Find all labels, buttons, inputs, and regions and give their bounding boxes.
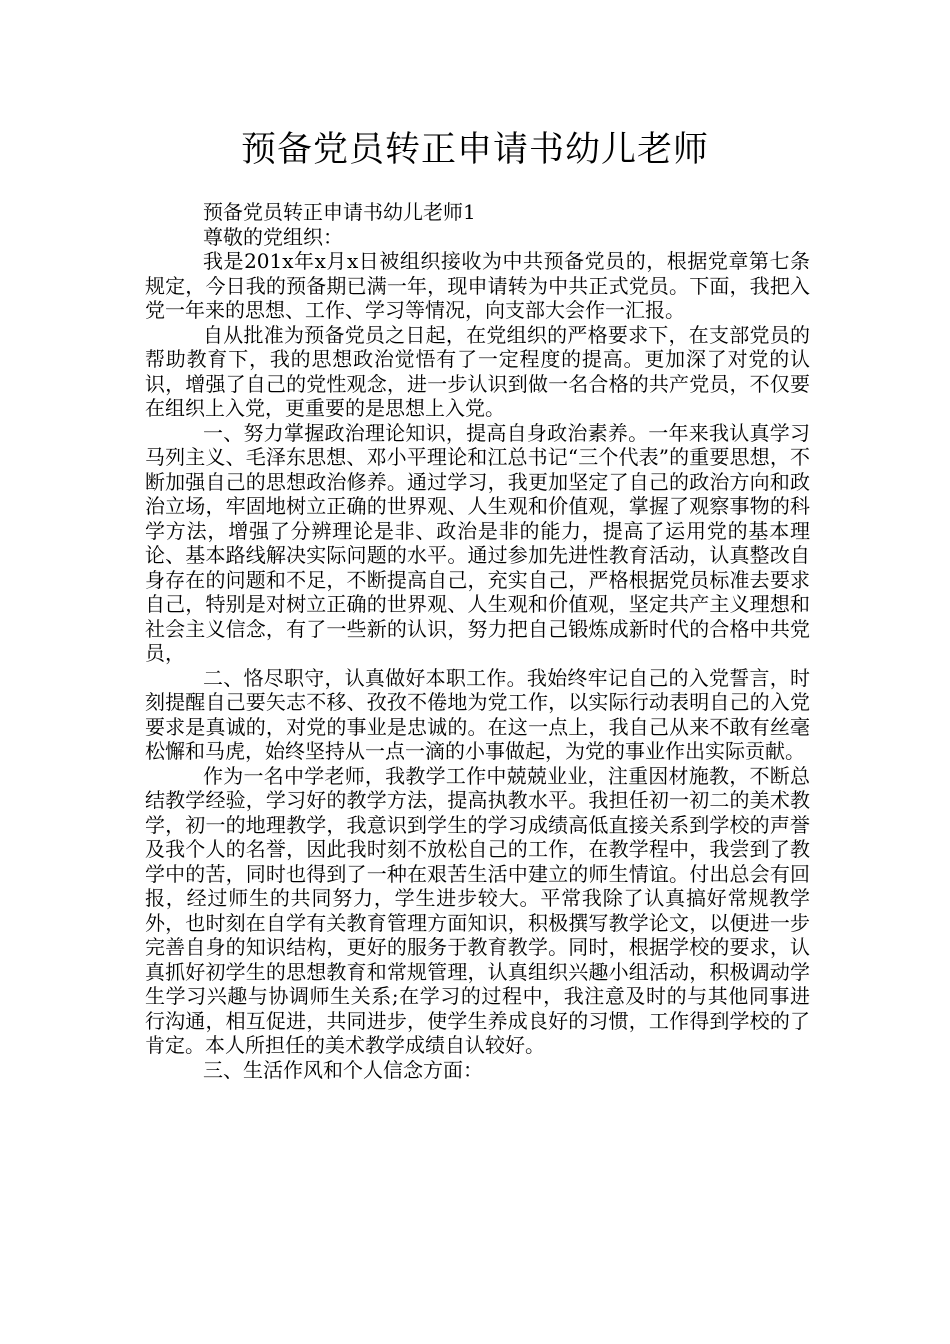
subtitle-paragraph: 预备党员转正申请书幼儿老师1	[203, 200, 476, 224]
section-heading-paragraph: 三、生活作风和个人信念方面：	[203, 1057, 483, 1082]
body-paragraph: 二、恪尽职守，认真做好本职工作。我始终牢记自己的入党誓言，时刻提醒自己要矢志不移、孜孜不倦地为党工作，以实际行动表明自己的入党要求是真诚的，对党的事业是忠诚的。在这一点上，我自己从来不敢有丝毫松懈和马虎，始终坚持从一点一滴的小事做起，为党的事业作出实际贡献。	[145, 665, 810, 763]
body-paragraph: 一、努力掌握政治理论知识，提高自身政治素养。一年来我认真学习马列主义、毛泽东思想、邓小平理论和江总书记“三个代表”的重要思想，不断加强自己的思想政治修养。通过学习，我更加坚定了自己的政治方向和政治立场，牢固地树立正确的世界观、人生观和价值观，掌握了观察事物的科学方法，增强了分辨理论是非、政治是非的能力，提高了运用党的基本理论、基本路线解决实际问题的水平。通过参加先进性教育活动，认真整改自身存在的问题和不足，不断提高自己，充实自己，严格根据党员标准去要求自己，特别是对树立正确的世界观、人生观和价值观，坚定共产主义理想和社会主义信念，有了一些新的认识，努力把自己锻炼成新时代的合格中共党员，	[145, 420, 810, 665]
document-body	[145, 200, 810, 1082]
intro-paragraph: 我是201x年x月x日被组织接收为中共预备党员的，根据党章第七条规定，今日我的预备期已满一年，现申请转为中共正式党员。下面，我把入党一年来的思想、工作、学习等情况，向支部大会作一汇报。	[145, 249, 810, 322]
body-paragraph: 作为一名中学老师，我教学工作中兢兢业业，注重因材施教，不断总结教学经验，学习好的教学方法，提高执教水平。我担任初一初二的美术教学，初一的地理教学，我意识到学生的学习成绩高低直接关系到学校的声誉及我个人的名誉，因此我时刻不放松自己的工作，在教学程中，我尝到了教学中的苦，同时也得到了一种在艰苦生活中建立的师生情谊。付出总会有回报，经过师生的共同努力，学生进步较大。平常我除了认真搞好常规教学外，也时刻在自学有关教育管理方面知识，积极撰写教学论文，以便进一步完善自身的知识结构，更好的服务于教育教学。同时，根据学校的要求，认真抓好初学生的思想教育和常规管理，认真组织兴趣小组活动，积极调动学生学习兴趣与协调师生关系;在学习的过程中，我注意及时的与其他同事进行沟通，相互促进，共同进步，使学生养成良好的习惯，工作得到学校的了肯定。本人所担任的美术教学成绩自认较好。	[145, 763, 810, 1057]
body-paragraph: 自从批准为预备党员之日起，在党组织的严格要求下，在支部党员的帮助教育下，我的思想政治觉悟有了一定程度的提高。更加深了对党的认识，增强了自己的党性观念，进一步认识到做一名合格的共产党员，不仅要在组织上入党，更重要的是思想上入党。	[145, 322, 810, 420]
salutation-paragraph: 尊敬的党组织：	[203, 224, 343, 249]
document-title: 预备党员转正申请书幼儿老师	[240, 130, 709, 170]
